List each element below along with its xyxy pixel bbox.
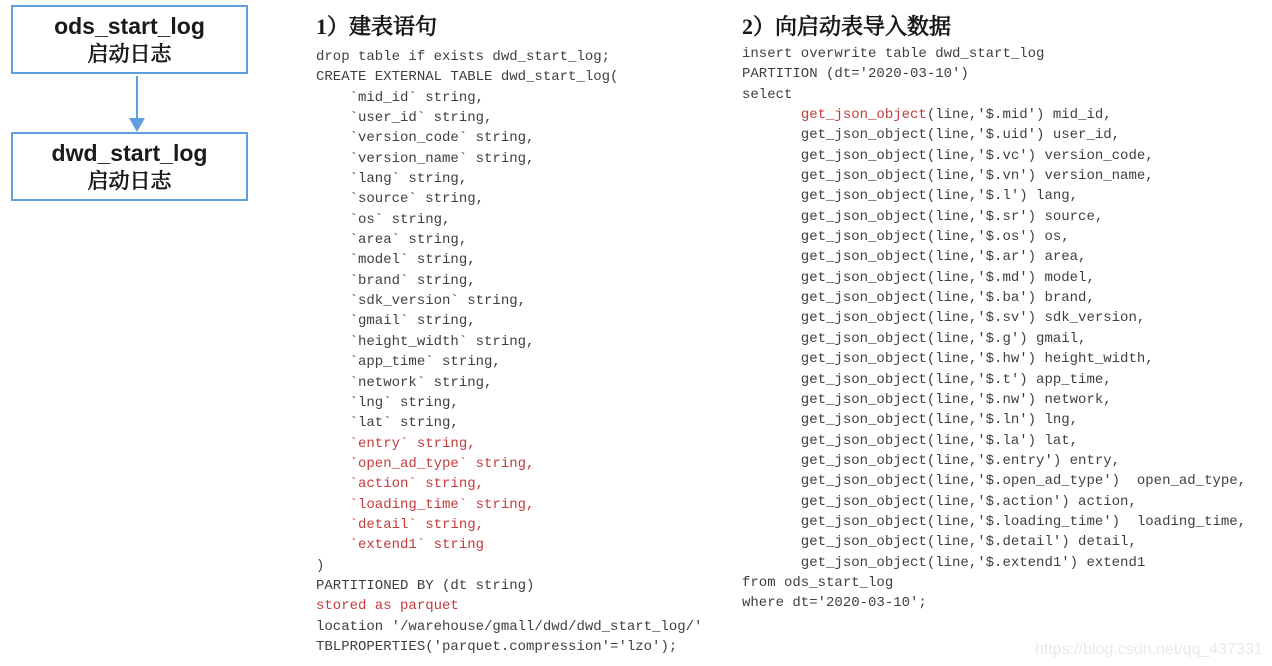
code-line: `lang` string, — [316, 171, 468, 188]
code-line: PARTITIONED BY (dt string) — [316, 577, 535, 594]
code-line: `sdk_version` string, — [316, 293, 527, 310]
code-line: `open_ad_type` string, — [316, 455, 535, 472]
section-heading: 2）向启动表导入数据 — [742, 14, 952, 39]
node-subtitle: 启动日志 — [87, 42, 172, 66]
code-line: TBLPROPERTIES('parquet.compression'='lzo'); — [316, 638, 678, 655]
code-line: `network` string, — [316, 374, 493, 391]
arrow-head — [129, 118, 145, 132]
code-line: `extend1` string — [316, 537, 485, 554]
code-line: `gmail` string, — [316, 313, 476, 330]
watermark-url: https://blog.csdn.net/qq_437331 — [1035, 641, 1263, 658]
code-line: get_json_object(line,'$.sr') source, — [742, 208, 1104, 225]
code-line: `os` string, — [316, 211, 451, 228]
code-line: get_json_object(line,'$.ba') brand, — [742, 290, 1095, 307]
code-line: `version_code` string, — [316, 130, 535, 147]
code-line: get_json_object(line,'$.extend1') extend1 — [742, 554, 1146, 571]
code-line: `model` string, — [316, 252, 476, 269]
code-line: `brand` string, — [316, 272, 476, 289]
code-line: CREATE EXTERNAL TABLE dwd_start_log( — [316, 69, 619, 86]
code-line: `version_name` string, — [316, 150, 535, 167]
code-line: get_json_object(line,'$.detail') detail, — [742, 534, 1137, 551]
code-line: `height_width` string, — [316, 333, 535, 350]
section-heading: 1）建表语句 — [316, 14, 438, 39]
code-line: `entry` string, — [316, 435, 476, 452]
code-line: get_json_object(line,'$.md') model, — [742, 269, 1095, 286]
code-line: get_json_object(line,'$.vc') version_code, — [742, 147, 1154, 164]
code-line: get_json_object(line,'$.mid') mid_id, — [800, 107, 1112, 124]
code-line: get_json_object(line,'$.ar') area, — [742, 249, 1087, 266]
code-line: get_json_object(line,'$.g') gmail, — [742, 330, 1087, 347]
code-line: get_json_object(line,'$.uid') user_id, — [742, 127, 1121, 144]
code-line: `app_time` string, — [316, 354, 501, 371]
node-title: ods_start_log — [54, 12, 205, 39]
code-line: from ods_start_log — [742, 574, 894, 591]
code-block-create-table — [316, 47, 702, 657]
diagram-node-dwd-start-log — [11, 132, 248, 201]
code-line: drop table if exists dwd_start_log; — [316, 49, 611, 65]
code-line: get_json_object(line,'$.la') lat, — [742, 432, 1079, 449]
code-line: insert overwrite table dwd_start_log — [742, 46, 1045, 62]
code-line: `area` string, — [316, 232, 468, 249]
code-line: `source` string, — [316, 191, 485, 208]
code-line: where dt='2020-03-10'; — [742, 595, 927, 612]
code-line: get_json_object(line,'$.os') os, — [742, 229, 1070, 246]
code-line: get_json_object(line,'$.open_ad_type') open_ad_type, — [742, 473, 1247, 490]
diagram-node-ods-start-log — [11, 5, 248, 74]
code-line: location '/warehouse/gmall/dwd/dwd_start_log/' — [316, 618, 703, 635]
code-line: get_json_object(line,'$.sv') sdk_version, — [742, 310, 1146, 327]
code-line: get_json_object(line,'$.t') app_time, — [742, 371, 1112, 388]
code-line: `loading_time` string, — [316, 496, 535, 513]
code-line: get_json_object(line,'$.l') lang, — [742, 188, 1079, 205]
code-line: `user_id` string, — [316, 110, 493, 127]
code-line: `lng` string, — [316, 394, 459, 411]
table-flow-diagram — [11, 5, 248, 205]
code-line: get_json_object(line,'$.hw') height_width, — [742, 351, 1154, 368]
code-line: stored as parquet — [316, 598, 459, 615]
code-line: get_json_object(line,'$.nw') network, — [742, 391, 1112, 408]
code-line: `detail` string, — [316, 516, 485, 533]
arrow-shaft — [136, 76, 138, 120]
node-subtitle: 启动日志 — [87, 169, 172, 193]
code-line: PARTITION (dt='2020-03-10') — [742, 66, 969, 83]
down-arrow-icon — [129, 76, 145, 132]
code-line: ) — [316, 557, 325, 574]
code-line: get_json_object(line,'$.vn') version_name, — [742, 168, 1154, 185]
code-line: `lat` string, — [316, 415, 459, 432]
code-line: `action` string, — [316, 476, 485, 493]
code-line: get_json_object(line,'$.action') action, — [742, 493, 1137, 510]
code-line: get_json_object(line,'$.entry') entry, — [742, 452, 1121, 469]
code-block-insert-data — [742, 44, 1246, 614]
node-title: dwd_start_log — [51, 139, 208, 166]
code-line: select — [742, 86, 793, 103]
code-line: get_json_object(line,'$.ln') lng, — [742, 412, 1079, 429]
code-line: `mid_id` string, — [316, 89, 485, 106]
code-line: get_json_object(line,'$.loading_time') loading_time, — [742, 513, 1247, 530]
